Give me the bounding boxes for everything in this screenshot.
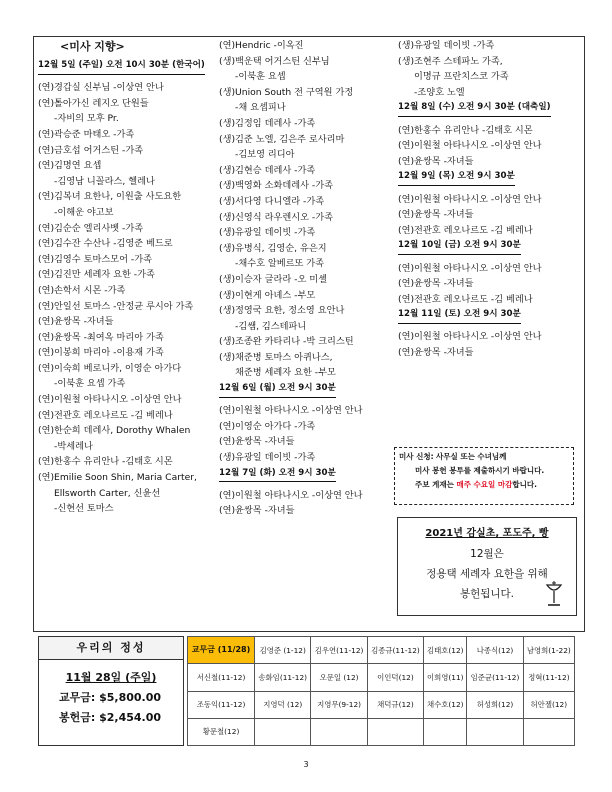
notice-deadline: 매주 수요일 마감 [456,480,513,489]
intention-line: (생)서다영 다니엘라 -가족 [219,195,325,207]
tithe-amount: 교무금: $5,800.00 [59,691,162,704]
tithe-cell [367,718,423,745]
offering-summary [38,636,184,746]
tithe-header: 교무금 (11/28) [188,637,255,664]
table-row [188,691,575,718]
intention-line: (연)Emilie Soon Shin, Maria Carter, [38,472,197,484]
intention-line: (연)이봉희 마리아 -이용재 가족 [38,347,164,359]
tithe-cell: 지영덕 (12) [255,691,311,718]
intention-line: -조양호 노엘 [414,86,465,98]
mass-date-heading: 12월 10일 (금) 오전 9시 30분 [398,238,521,255]
tithe-cell [255,718,311,745]
notice-line3b: 합니다. [512,480,537,489]
intention-line: 채준병 세례자 요한 -부모 [235,367,336,379]
intention-line: (연)이원철 아타나시오 -이상연 안나 [398,262,542,274]
tithe-cell: 김우연(11-12) [311,637,367,664]
intention-line: (연)이원철 아타나시오 -이상연 안나 [398,193,542,205]
tithe-cell: 조동익(11-12) [188,691,255,718]
notice-line2: 미사 봉헌 봉투를 제출하시기 바랍니다. [415,466,545,475]
intention-line: Ellsworth Carter, 신윤선 [54,487,161,499]
tithe-cell: 허성희(12) [467,691,523,718]
mass-date-heading: 12월 8일 (수) 오전 9시 30분 (대축일) [398,100,551,117]
intention-line: (연)톨아가신 레지오 단원들 [38,97,149,109]
intention-line: -채수호 알베르또 가족 [235,258,325,270]
intention-line: (생)채준병 토마스 아퀴나스, [219,351,333,363]
intention-line: (연)이영순 아가다 -가족 [219,420,316,432]
tithe-cell: 이희영(11) [424,664,467,691]
intention-line: (연)곽승준 마태오 -가족 [38,128,135,140]
intention-line: (연)금호섭 어거스틴 -가족 [38,144,144,156]
tithe-cell: 김영준 (1-12) [255,637,311,664]
intention-line: (연)윤쌍목 -자녀들 [219,505,295,517]
intention-line: (연)이원철 아타나시오 -이상연 안나 [38,394,182,406]
tithe-cell: 오문일 (12) [311,664,367,691]
tithe-cell: 채수호(12) [424,691,467,718]
tithe-cell: 송화임(11-12) [255,664,311,691]
intention-line: (연)이원철 아타나시오 -이상연 안나 [398,331,542,343]
intention-line: (생)백영화 소화데레사 -가족 [219,180,333,192]
tithe-cell: 남영희(1-22) [523,637,574,664]
intention-line: (생)김준 노엘, 김은주 로사리마 [219,133,345,145]
intention-line: (생)유병식, 김영순, 유은지 [219,242,327,254]
tithe-cell [467,718,523,745]
intention-line: -김쌤, 김스테파니 [235,320,307,332]
tithe-cell [311,718,367,745]
intention-line: -김보영 리디아 [235,149,295,161]
intention-line: (연)윤쌍목 -자녀들 [398,209,474,221]
donation-line3: 봉헌됩니다. [459,588,515,600]
intention-line: (생)김정임 데레사 -가족 [219,117,316,129]
intention-line: (생)조종완 카타리나 -박 크리스틴 [219,336,354,348]
mass-request-notice [394,447,574,505]
mass-intentions-col3 [398,38,580,361]
tithe-cell: 황문철(12) [188,718,255,745]
intention-line: -채 요셉피나 [235,102,286,114]
intention-line: -이북훈 요셉 [235,71,286,83]
intention-line: (연)윤쌍목 -자녀들 [398,278,474,290]
intention-line: -이북훈 요셉 가족 [54,378,126,390]
intention-line: (연)전관호 레오나르도 -김 베레나 [398,293,533,305]
notice-line3a: 주보 게재는 [415,480,457,489]
mass-date-heading: 12월 9일 (목) 오전 9시 30분 [398,169,515,186]
intention-line: (생)Union South 전 구역원 가정 [219,86,354,98]
intention-line: (연)이원철 아타나시오 -이상연 안나 [398,140,542,152]
tithe-cell: 채덕규(12) [367,691,423,718]
intention-line: (생)유광일 데이빗 -가족 [219,227,316,239]
tithe-cell: 김태호(12) [424,637,467,664]
intention-line: (생)신영식 라우렌시오 -가족 [219,211,333,223]
mass-intentions-col1 [38,38,216,517]
mass-date-heading: 12월 6일 (월) 오전 9시 30분 [219,381,336,398]
tithe-cell: 정혁(11-12) [523,664,574,691]
intention-line: (연)이원철 아타나시오 -이상연 안나 [219,489,363,501]
table-row [188,664,575,691]
intention-line: (연)김수잔 수산나 -김영준 베드로 [38,238,173,250]
tithe-cell: 이인덕(12) [367,664,423,691]
intention-line: (연)한홍수 유리안나 -김태호 시몬 [38,456,173,468]
donation-line2: 정용택 세례자 요한을 위해 [426,568,548,580]
intention-line: (연)김명연 요셉 [38,160,102,172]
intention-line: (연)윤쌍목 -최여옥 마리아 가족 [38,331,164,343]
page-number: 3 [303,760,309,769]
intention-line: (생)이현게 아녜스 -부모 [219,289,316,301]
mass-intentions-col2 [219,38,395,519]
intention-line: (연)한홍수 유리안나 -김태호 시몬 [398,124,533,136]
intention-line: (연)한순희 데레사, Dorothy Whalen [38,425,191,437]
intention-line: (연)전관호 레오나르도 -김 베레나 [398,224,533,236]
intention-line: (연)윤쌍목 -자녀들 [398,347,474,359]
table-row [188,718,575,745]
intention-line: (연)Hendric -이옥진 [219,40,304,51]
intention-line: -이해운 야고보 [54,206,114,218]
tithe-table [187,636,575,746]
donation-box [397,517,577,616]
mass-date-heading: 12월 5일 (주일) 오전 10시 30분 (한국어) [38,58,205,75]
tithe-cell: 지영무(9-12) [311,691,367,718]
intention-line: (생)김현승 데레사 -가족 [219,164,316,176]
intention-line: (생)조현주 스테파노 가족, [398,55,503,67]
offering-amount: 봉헌금: $2,454.00 [59,711,162,724]
table-row [188,637,575,664]
intention-line: (연)전관호 레오나르도 -김 베레나 [38,409,173,421]
intention-line: (연)윤쌍목 -자녀들 [219,436,295,448]
mass-date-heading: 12월 11일 (토) 오전 9시 30분 [398,307,521,324]
intention-line: (생)유광일 데이빗 -가족 [398,40,495,51]
donation-title: 2021년 감실초, 포도주, 빵 [425,528,549,539]
donation-line1: 12월은 [470,548,504,560]
tithe-cell [523,718,574,745]
intention-line: (연)이원철 아타나시오 -이상연 안나 [219,405,363,417]
intention-line: (연)윤쌍목 -자녀들 [38,316,114,328]
chalice-icon [542,581,566,609]
intention-line: (연)손학서 시몬 -가족 [38,284,126,296]
notice-line1: 사무실 또는 수녀님께 [435,452,507,461]
tithe-cell: 허안젤(12) [523,691,574,718]
intention-line: (연)안일선 토마스 -안정균 루시아 가족 [38,300,194,312]
intention-line: (연)이숙희 베로니카, 이영순 아가다 [38,362,182,374]
intention-line: -신현선 토마스 [54,503,114,515]
intention-line: 이명규 프란치스코 가족 [414,71,509,83]
section-title: <미사 지향> [60,40,125,53]
mass-date-heading: 12월 7일 (화) 오전 9시 30분 [219,466,336,483]
intention-line: (생)이승자 글라라 -오 미셸 [219,273,327,285]
intention-line: (생)유광일 데이빗 -가족 [219,452,316,464]
tithe-cell: 서신철(11-12) [188,664,255,691]
intention-line: -박세레나 [54,440,93,452]
intention-line: -김영남 니꼴라스, 헬레나 [54,175,155,187]
intention-line: -자비의 모후 Pr. [54,113,119,125]
intention-line: (생)백운택 어거스틴 신부님 [219,55,330,67]
tithe-cell: 임준균(11-12) [467,664,523,691]
intention-line: (연)김순순 엘리사벳 -가족 [38,222,144,234]
offering-heading: 우리의 정성 [39,637,183,660]
tithe-cell [424,718,467,745]
intention-line: (연)김영수 토마스모어 -가족 [38,253,152,265]
tithe-cell: 김종규(11-12) [367,637,423,664]
notice-label: 미사 신청: [399,452,434,461]
intention-line: (연)윤쌍목 -자녀들 [398,155,474,167]
intention-line: (연)김진만 세례자 요한 -가족 [38,269,155,281]
offering-date: 11월 28일 (주일) [65,671,157,684]
intention-line: (연)김복녀 요한나, 이원출 사도요한 [38,191,182,203]
intention-line: (연)경갑실 신부님 -이상연 안나 [38,82,164,94]
intention-line: (생)정영국 요한, 정소영 요안나 [219,305,345,317]
tithe-cell: 나종식(12) [467,637,523,664]
